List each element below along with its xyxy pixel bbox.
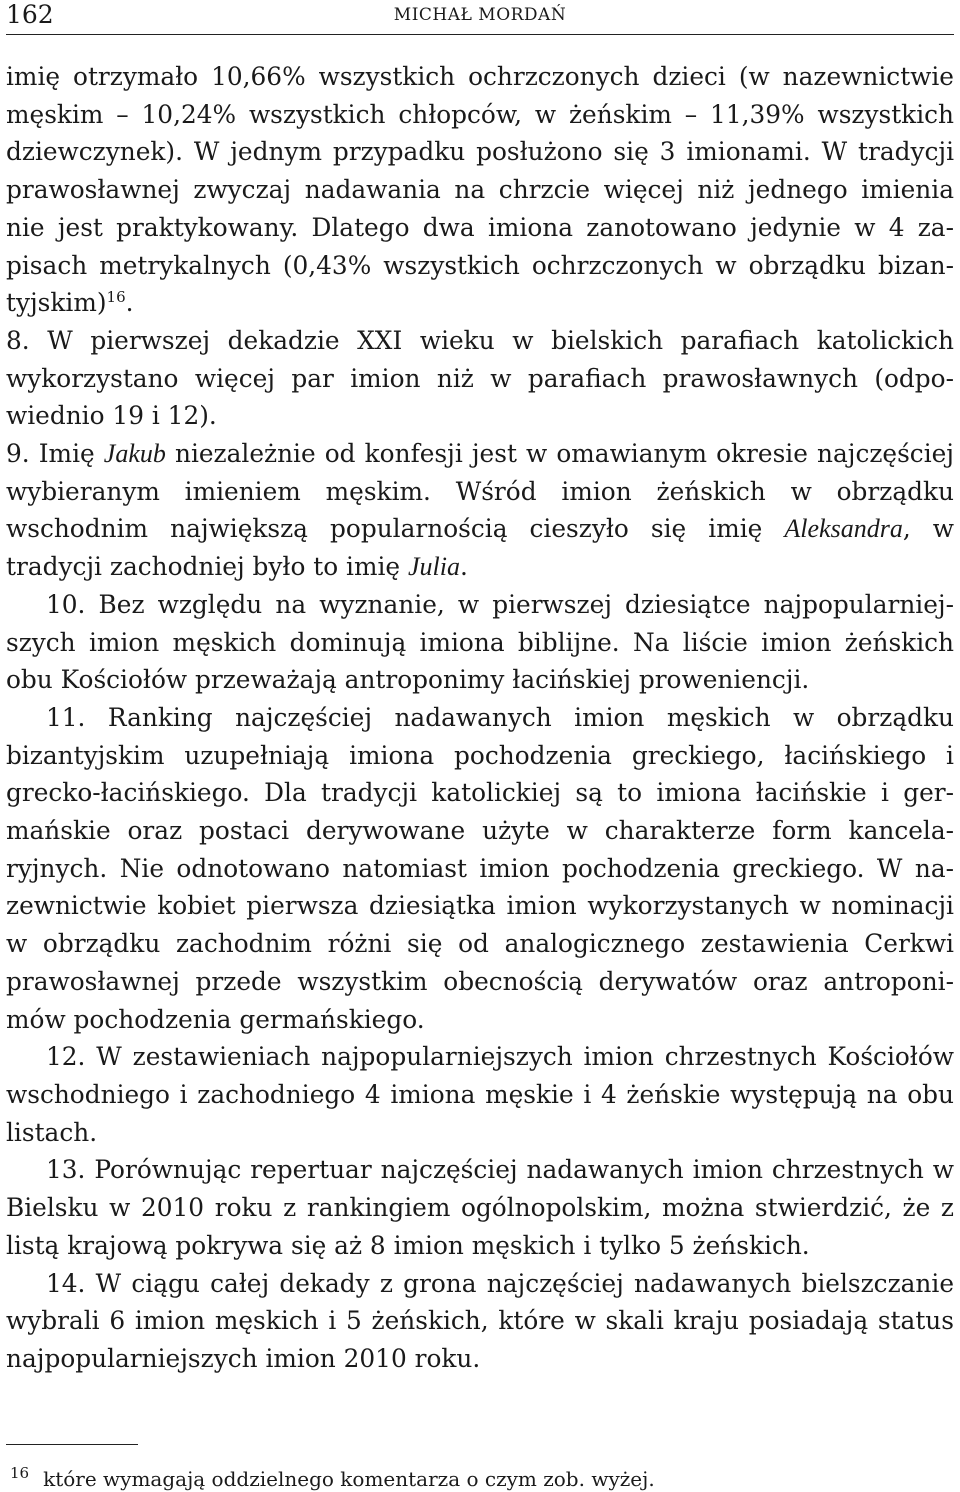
paragraph-intro: [6, 58, 954, 322]
text-run: 11. Ranking najczęściej nadawanych imion męskich w obrządku bizantyjskim uzupełniają imiona pochodzenia greckiego, łacińskiego i grecko-łacińskiego. Dla tradycji katolickiej są to imiona łacińskie i germańskie oraz postaci derywowane użyte w charakterze form kancelaryjnych. Nie odnotowano natomiast imion pochodzenia greckiego. W nazewnictwie kobiet pierwsza dziesiątka imion wykorzystanych w nominacji w obrządku zachodnim różni się od analogicznego zestawienia Cerkwi prawosławnej przede wszystkim obecnością derywatów oraz antroponimów pochodzenia germańskiego.: [6, 702, 954, 1034]
footnote-separator: [6, 1444, 138, 1445]
text-run: .: [125, 288, 134, 318]
running-head-author: MICHAŁ MORDAŃ: [393, 5, 567, 25]
paragraph-10: [6, 586, 954, 699]
footnote-reference: 16: [106, 288, 126, 307]
footnote-number: 16: [10, 1464, 30, 1482]
paragraph-13: [6, 1151, 954, 1264]
text-run: 12. W zestawieniach najpopularniejszych imion chrzestnych Kościołów wschodniego i zachodniego 4 imiona męskie i 4 żeńskie występują na obu listach.: [6, 1042, 954, 1147]
text-run: 9. Imię: [6, 439, 104, 469]
italic-name: Julia: [407, 552, 460, 582]
main-body-text: [6, 58, 954, 1378]
text-run: 8. W pierwszej dekadzie XXI wieku w bielskich parafiach katolickich wykorzystano więcej par imion niż w parafiach prawosławnych (odpowiednio 19 i 12).: [6, 325, 954, 431]
page-header: [6, 0, 954, 35]
footnote-text: które wymagają oddzielnego komentarza o czym zob. wyżej.: [43, 1467, 655, 1491]
paragraph-14: [6, 1265, 954, 1378]
italic-name: Jakub: [103, 439, 166, 469]
page-number: 162: [6, 0, 54, 29]
text-run: 14. W ciągu całej dekady z grona najczęściej nadawanych bielszczanie wybrali 6 imion męskich i 5 żeńskich, które w skali kraju posiadają status najpopularniejszych imion 2010 roku.: [6, 1268, 954, 1373]
paragraph-12: [6, 1038, 954, 1151]
footnote: [6, 1460, 954, 1492]
text-run: 10. Bez względu na wyznanie, w pierwszej dziesiątce najpopularniejszych imion męskich dominują imiona biblijne. Na liście imion żeńskich obu Kościołów przeważają antroponimy łacińskiej proweniencji.: [6, 589, 954, 695]
text-run: niezależnie od konfesji jest w omawianym okresie najczęściej wybieranym imieniem męskim. Wśród imion żeńskich w obrządku wschodnim największą popularnością cieszyło się imię: [6, 439, 954, 544]
text-run: imię otrzymało 10,66% wszystkich ochrzczonych dzieci (w nazewnictwie męskim – 10,24% wszystkich chłopców, w żeńskim – 11,39% wszystkich dziewczynek). W jednym przypadku posłużono się 3 imionami. W tradycji prawosławnej zwyczaj nadawania na chrzcie więcej niż jednego imienia nie jest praktykowany. Dlatego dwa imiona zanotowano jedynie w 4 zapisach metrykalnych (0,43% wszystkich ochrzczonych w obrządku bizantyjskim): [6, 62, 954, 318]
paragraph-9: [6, 435, 954, 586]
text-run: .: [459, 552, 468, 582]
italic-name: Aleksandra: [784, 514, 903, 544]
paragraph-8: [6, 322, 954, 435]
paragraph-11: [6, 699, 954, 1038]
text-run: , w tradycji zachodniej było to imię: [6, 514, 954, 582]
text-run: 13. Porównując repertuar najczęściej nadawanych imion chrzestnych w Bielsku w 2010 roku z rankingiem ogólnopolskim, można stwierdzić, że z listą krajową pokrywa się aż 8 imion męskich i tylko 5 żeńskich.: [6, 1155, 954, 1260]
